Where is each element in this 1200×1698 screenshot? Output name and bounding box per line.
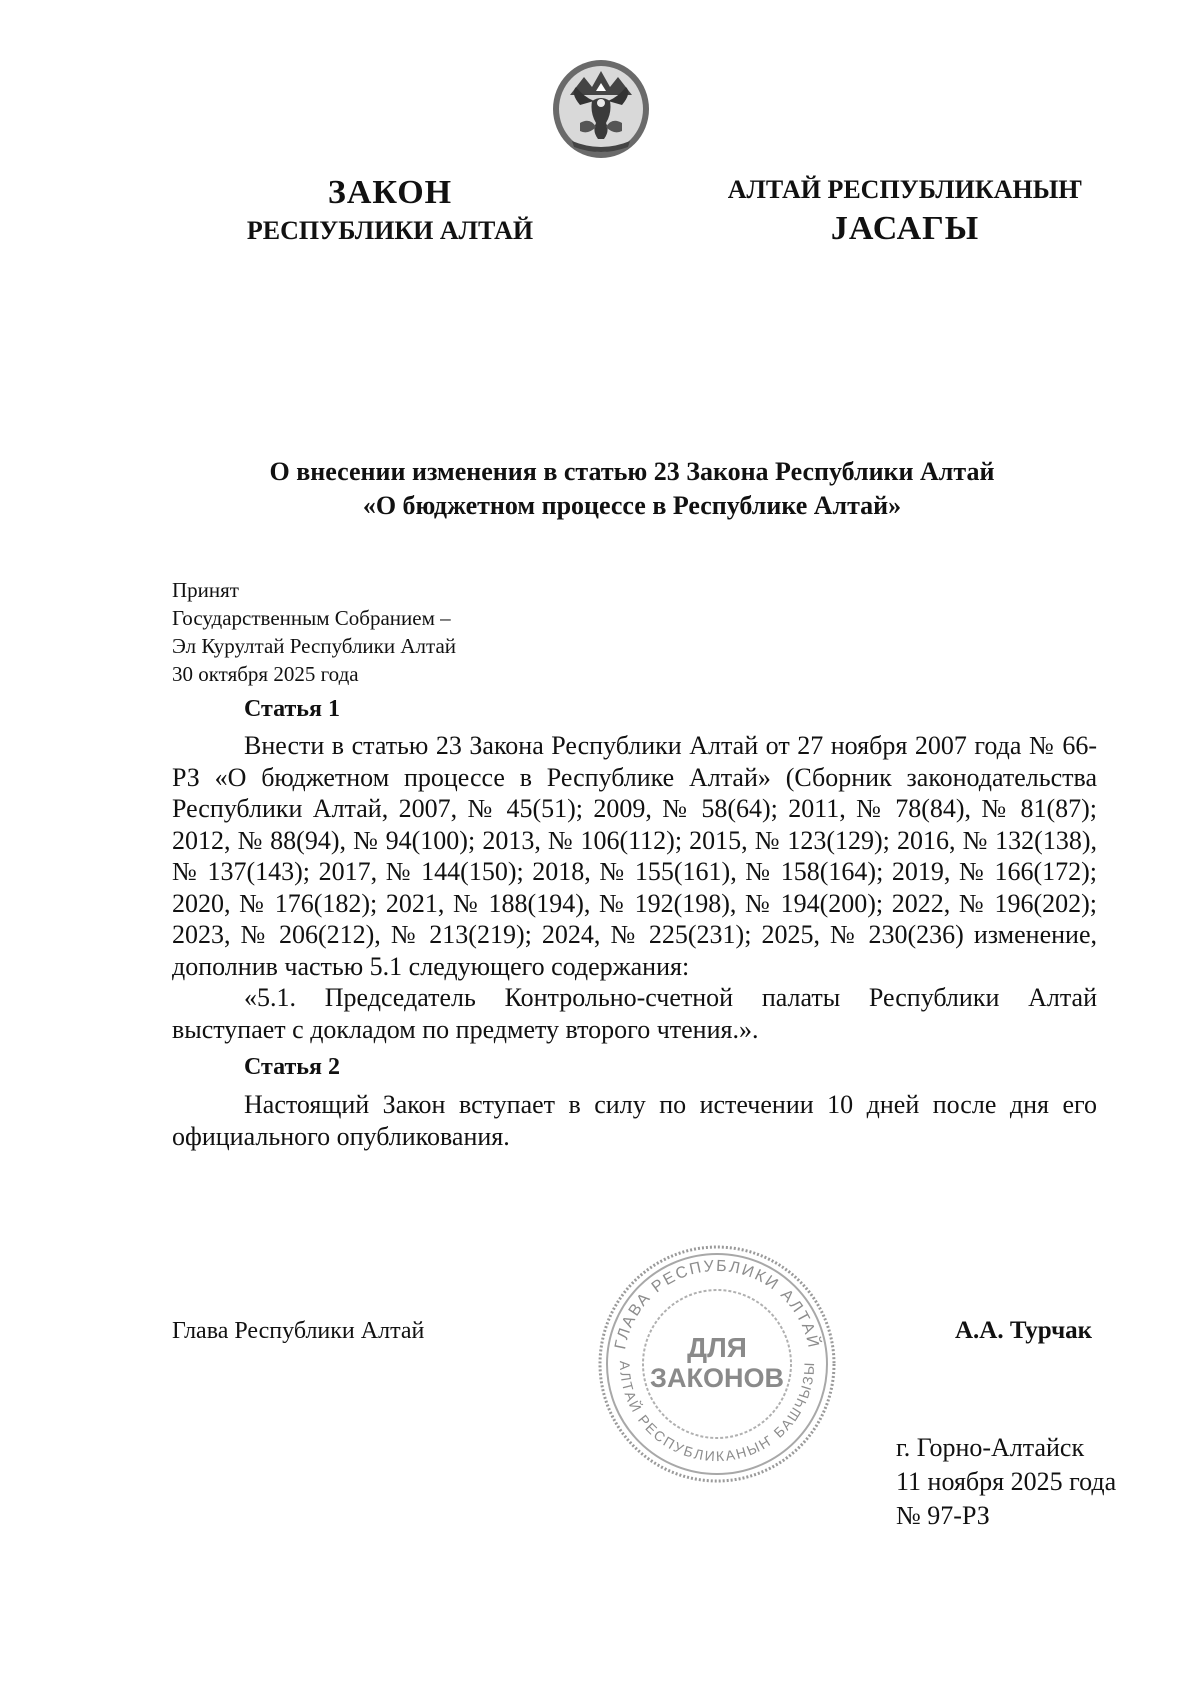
law-title-line-1: О внесении изменения в статью 23 Закона Республики Алтай	[269, 457, 995, 486]
article-1-paragraph-2: «5.1. Председатель Контрольно-счетной палаты Республики Алтай выступает с докладом по предмету второго чтения.».	[172, 983, 1097, 1044]
article-2-heading: Статья 2	[244, 1054, 340, 1080]
header-law-title-altai: ЈАСАГЫ	[830, 210, 980, 247]
header-republic-name: РЕСПУБЛИКИ АЛТАЙ	[246, 216, 534, 245]
adoption-line-2: Государственным Собранием –	[172, 606, 451, 630]
article-1-body	[172, 730, 1097, 1045]
signatory-name: А.А. Турчак	[955, 1317, 1093, 1344]
article-2-paragraph-1: Настоящий Закон вступает в силу по истечении 10 дней после дня его официального опубликования.	[172, 1090, 1097, 1151]
signing-place-block	[896, 1431, 1116, 1533]
coat-of-arms-icon	[550, 57, 652, 161]
article-1-heading: Статья 1	[244, 696, 340, 722]
seal-center-text-1: ДЛЯ	[687, 1332, 747, 1363]
seal-center-text-2: ЗАКОНОВ	[650, 1363, 784, 1393]
signing-city: г. Горно-Алтайск	[896, 1433, 1085, 1462]
adoption-date: 30 октября 2025 года	[172, 662, 359, 686]
header-right	[705, 172, 1105, 250]
adoption-block	[172, 576, 456, 688]
law-number: № 97-РЗ	[896, 1501, 990, 1530]
header-republic-name-altai: АЛТАЙ РЕСПУБЛИКАНЫҤ	[727, 175, 1083, 204]
header-left	[190, 172, 590, 248]
article-1-paragraph-1: Внести в статью 23 Закона Республики Алтай от 27 ноября 2007 года № 66-РЗ «О бюджетном процессе в Республике Алтай» (Сборник законодательства Республики Алтай, 2007, № 45(51); 2009, № 58(64); 2011, № 78(84), № 81(87); 2012, № 88(94), № 94(100); 2013, № 106(112); 2015, № 123(129); 2016, № 132(138), № 137(143); 2017, № 144(150); 2018, № 155(161), № 158(164); 2019, № 166(172); 2020, № 176(182); 2021, № 188(194), № 192(198), № 194(200); 2022, № 196(202); 2023, № 206(212), № 213(219); 2024, № 225(231); 2025, № 230(236) изменение, дополнив частью 5.1 следующего содержания:	[172, 731, 1097, 981]
header-law-title: ЗАКОН	[327, 174, 453, 211]
seal-outer-text-top: ГЛАВА РЕСПУБЛИКИ АЛТАЙ	[612, 1257, 822, 1351]
signing-date: 11 ноября 2025 года	[896, 1467, 1117, 1496]
signatory-role: Глава Республики Алтай	[172, 1318, 425, 1344]
article-2-body	[172, 1089, 1097, 1152]
adoption-line-3: Эл Курултай Республики Алтай	[172, 634, 457, 658]
seal-outer-text-bottom: АЛТАЙ РЕСПУБЛИКАНЫҤ БАШЧЫЗЫ	[616, 1360, 818, 1465]
law-title	[172, 455, 1092, 523]
official-seal-icon	[596, 1243, 838, 1485]
adoption-line-1: Принят	[172, 578, 239, 602]
law-title-line-2: «О бюджетном процессе в Республике Алтай»	[362, 491, 902, 520]
